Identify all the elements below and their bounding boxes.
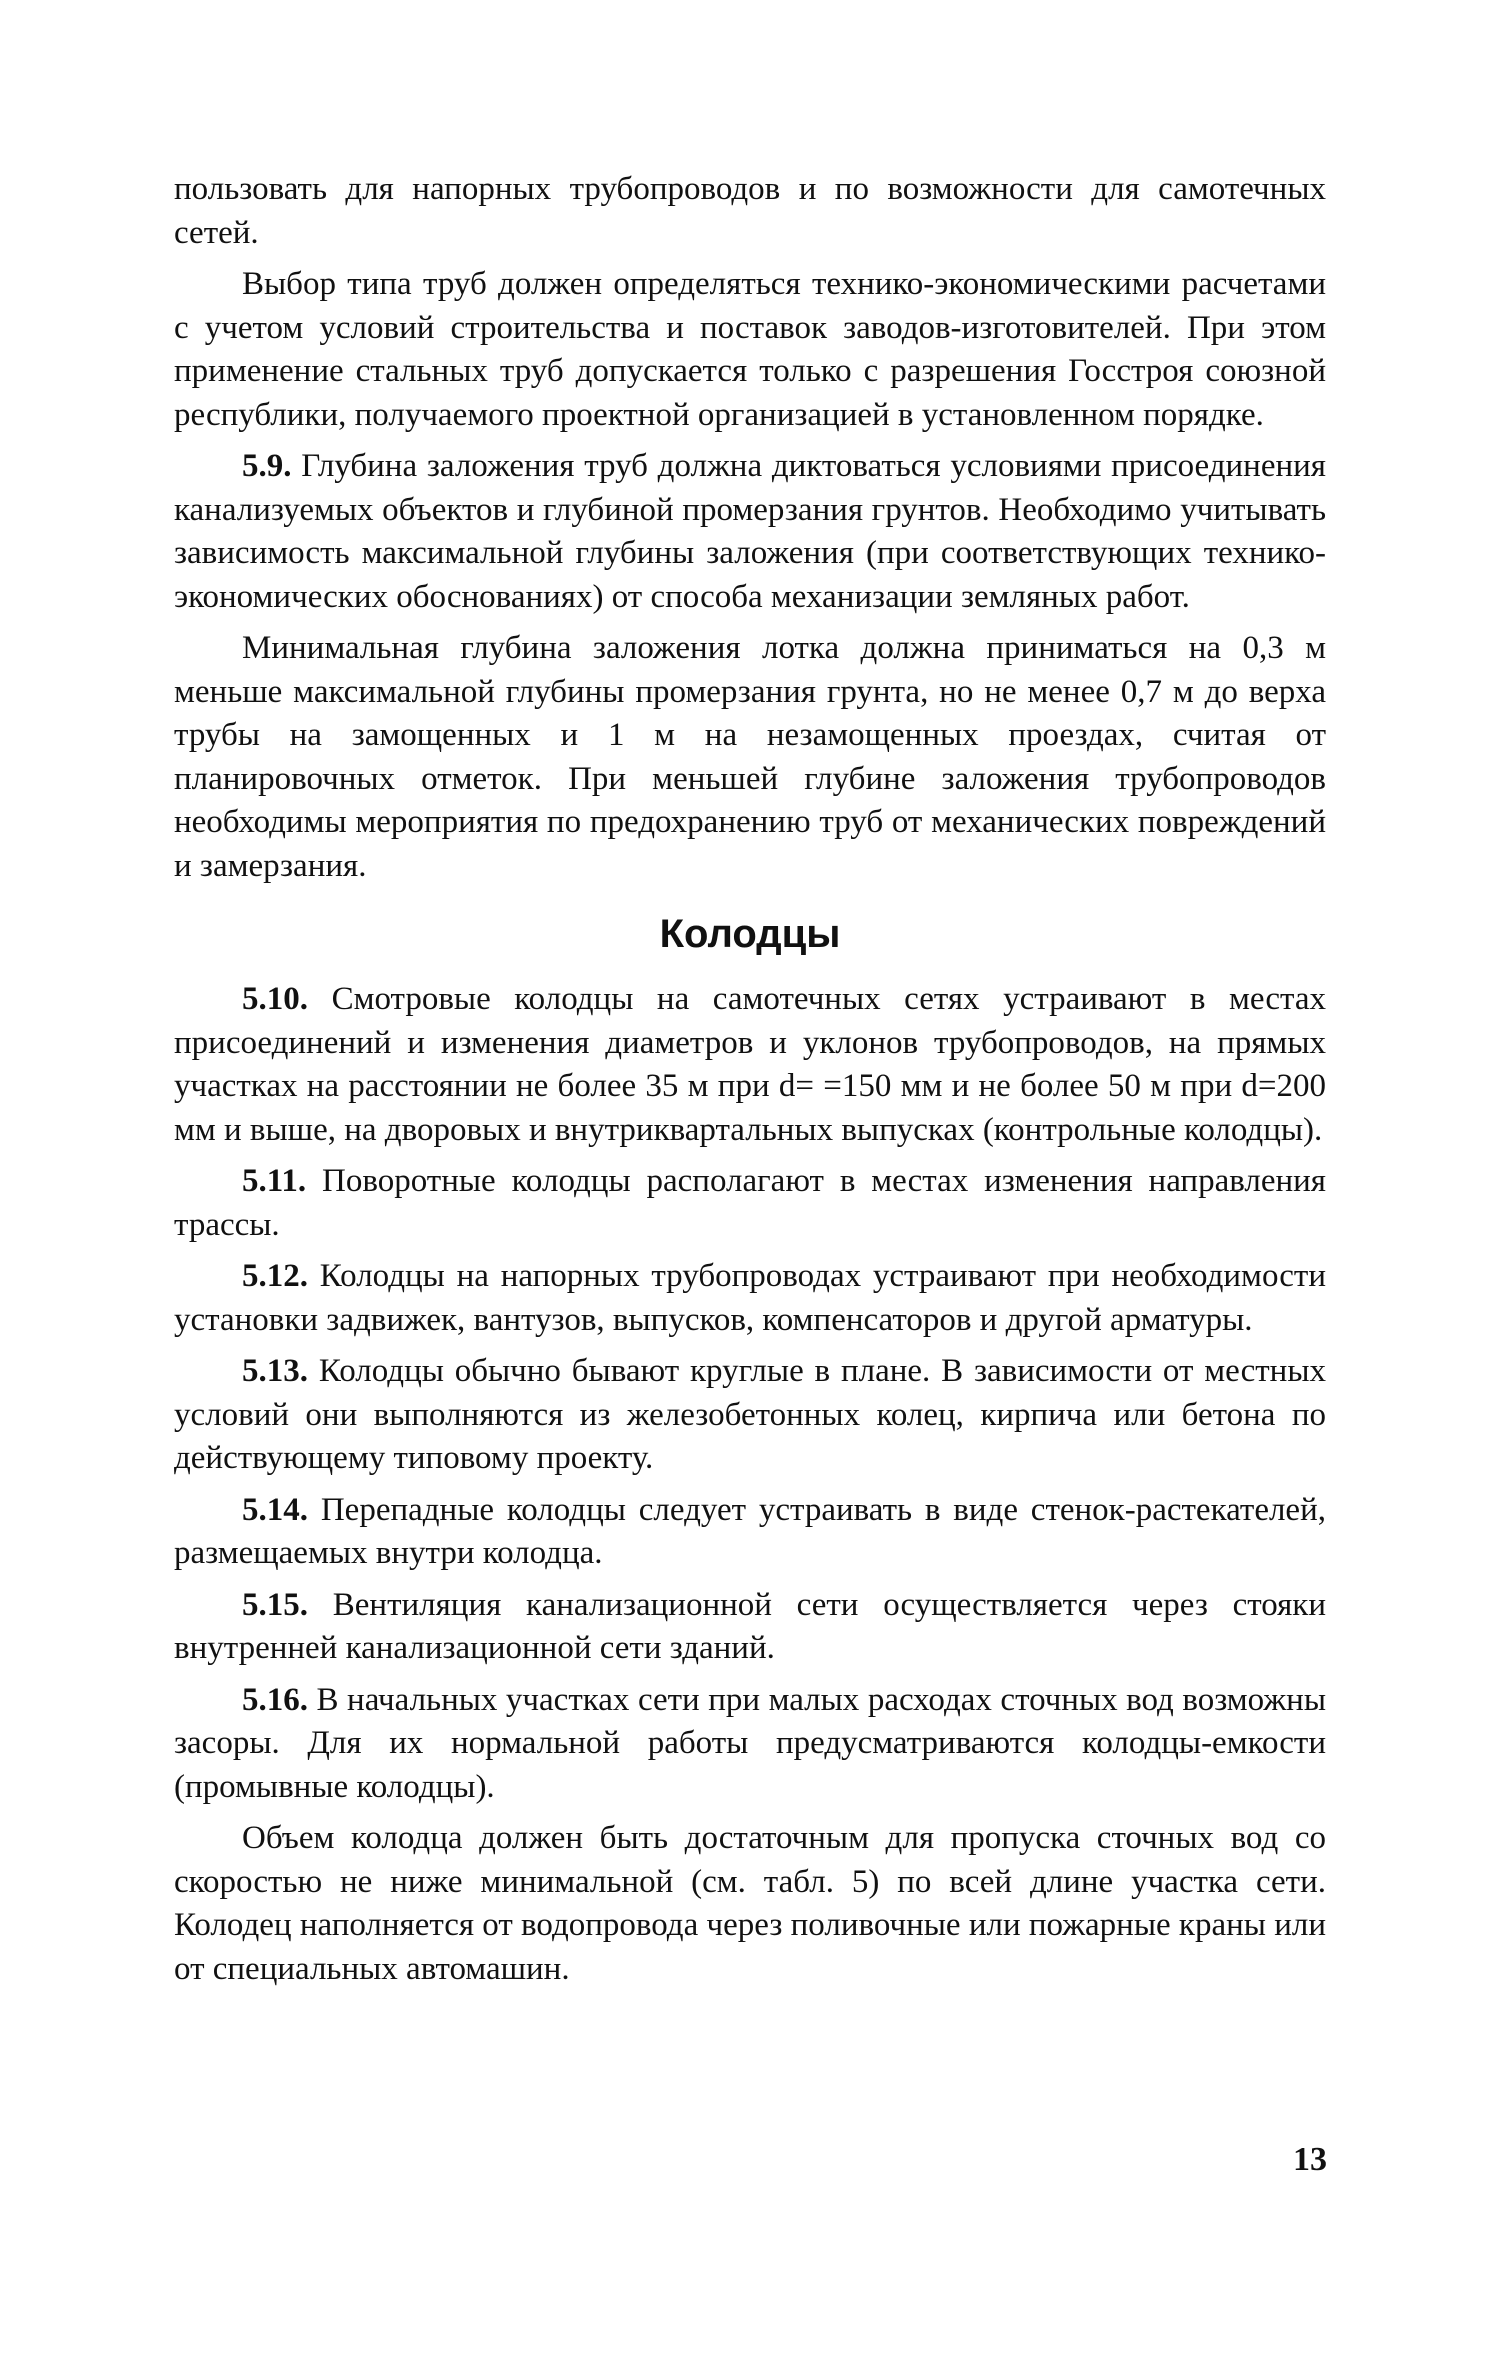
paragraph-number: 5.10. [242,981,308,1017]
paragraph-text: пользовать для напорных трубопроводов и по возможности для самотечных сетей. [174,171,1326,251]
paragraph-text: Минимальная глубина заложения лотка должна приниматься на 0,3 м меньше максимальной глубины промерзания грунта, но не менее 0,7 м до верха трубы на замощенных и 1 м на незамощенных проездах, считая от планировочных отметок. При меньшей глубине заложения трубопроводов необходимы мероприятия по предохранению труб от механических повреждений и замерзания. [174,630,1326,884]
paragraph-number: 5.14. [242,1491,308,1528]
paragraph-text: Колодцы на напорных трубопроводах устраивают при необходимости установки задвижек, вантузов, выпусков, компенсаторов и другой арматуры. [174,1258,1326,1338]
paragraph-well-volume [174,1817,1326,1991]
document-page [174,168,1326,1999]
paragraph-5-14 [174,1489,1326,1576]
paragraph-5-15 [174,1584,1326,1671]
paragraph-5-9 [174,445,1326,619]
paragraph-text: Поворотные колодцы располагают в местах изменения направления трассы. [174,1163,1326,1243]
paragraph-number: 5.9. [242,448,292,484]
paragraph-number: 5.13. [242,1353,308,1389]
paragraph-5-11 [174,1160,1326,1247]
paragraph-text: Глубина заложения труб должна диктоваться условиями присоединения канализуемых объектов и глубиной промерзания грунтов. Необходимо учитывать зависимость максимальной глубины заложения (при соответствующих технико-экономических обоснованиях) от способа механизации земляных работ. [174,448,1326,615]
paragraph-text: Смотровые колодцы на самотечных сетях устраивают в местах присоединений и изменения диаметров и уклонов трубопроводов, на прямых участках на расстоянии не более 35 м при d= =150 мм и не более 50 м при d=200 мм и выше, на дворовых и внутриквартальных выпусках (контрольные колодцы). [174,981,1326,1148]
paragraph-text: Объем колодца должен быть достаточным для пропуска сточных вод со скоростью не ниже минимальной (см. табл. 5) по всей длине участка сети. Колодец наполняется от водопровода через поливочные или пожарные краны или от специальных автомашин. [174,1820,1326,1987]
paragraph-number: 5.12. [242,1258,308,1294]
page-number: 13 [1293,2141,1327,2178]
section-heading: Колодцы [659,912,841,956]
paragraph-5-10 [174,978,1326,1152]
paragraph-pipe-type-selection [174,263,1326,437]
paragraph-5-13 [174,1350,1326,1481]
paragraph-5-12 [174,1255,1326,1342]
paragraph-text: Колодцы обычно бывают круглые в плане. В зависимости от местных условий они выполняются из железобетонных колец, кирпича или бетона по действующему типовому проекту. [174,1353,1326,1476]
paragraph-text: Выбор типа труб должен определяться технико-экономическими расчетами с учетом условий строительства и поставок заводов-изготовителей. При этом применение стальных труб допускается только с разрешения Госстроя союзной республики, получаемого проектной организацией в установленном порядке. [174,266,1326,433]
paragraph-5-16 [174,1679,1326,1810]
paragraph-number: 5.11. [242,1163,307,1199]
paragraph-number: 5.15. [242,1586,308,1623]
paragraph-number: 5.16. [242,1681,308,1718]
paragraph-text: Перепадные колодцы следует устраивать в виде стенок-растекателей, размещаемых внутри колодца. [174,1491,1326,1571]
paragraph-continuation [174,168,1326,255]
paragraph-minimum-depth [174,627,1326,888]
paragraph-text: В начальных участках сети при малых расходах сточных вод возможны засоры. Для их нормальной работы предусматриваются колодцы-емкости (промывные колодцы). [174,1681,1326,1805]
paragraph-text: Вентиляция канализационной сети осуществляется через стояки внутренней канализационной сети зданий. [174,1586,1326,1666]
